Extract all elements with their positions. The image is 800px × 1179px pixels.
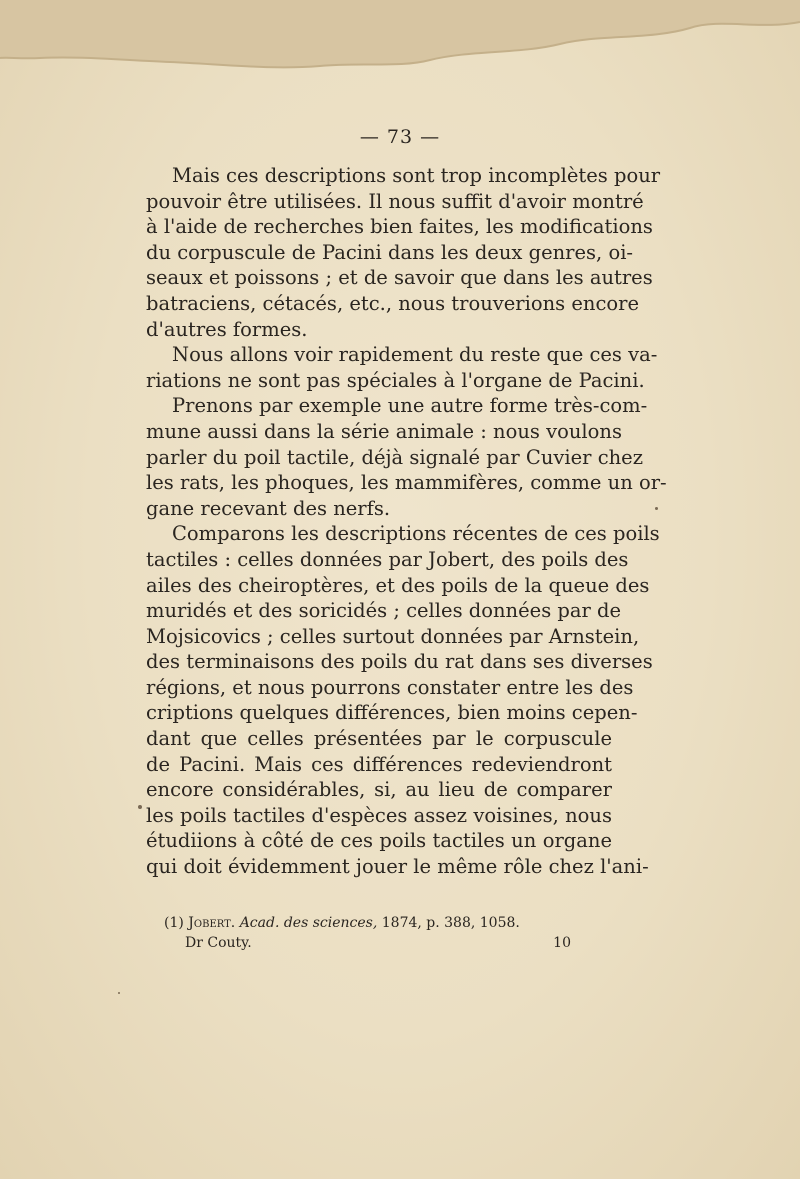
footnote-marker: (1) bbox=[164, 915, 184, 931]
text-line: Nous allons voir rapidement du reste que ces va- bbox=[172, 343, 658, 367]
footnote bbox=[164, 913, 520, 933]
text-line: dant que celles présentées par le corpuscule bbox=[146, 727, 612, 751]
text-line: batraciens, cétacés, etc., nous trouverions encore bbox=[146, 291, 639, 315]
footnote-details: 1874, p. 388, 1058. bbox=[381, 915, 520, 931]
text-line: à l'aide de recherches bien faites, les modifications bbox=[146, 215, 653, 239]
text-line: parler du poil tactile, déjà signalé par Cuvier chez bbox=[146, 445, 643, 469]
footnote-author: Jobert. bbox=[188, 915, 236, 931]
footnote-journal: Acad. des sciences, bbox=[239, 915, 378, 931]
text-line: les poils tactiles d'espèces assez voisines, nous bbox=[146, 803, 612, 827]
text-line: régions, et nous pourrons constater entre les des bbox=[146, 675, 634, 699]
text-line: criptions quelques différences, bien moins cepen- bbox=[146, 701, 638, 725]
text-line: Comparons les descriptions récentes de ces poils bbox=[172, 522, 660, 546]
text-line: ailes des cheiroptères, et des poils de la queue des bbox=[146, 573, 650, 597]
text-line: les rats, les phoques, les mammifères, comme un or- bbox=[146, 471, 667, 495]
text-line: muridés et des soricidés ; celles données par de bbox=[146, 599, 622, 623]
text-line: mune aussi dans la série animale : nous voulons bbox=[146, 419, 622, 443]
text-line: seaux et poissons ; et de savoir que dans les autres bbox=[146, 266, 653, 290]
text-line: Prenons par exemple une autre forme très-com- bbox=[172, 394, 648, 418]
page-number: — 73 — bbox=[359, 126, 441, 148]
text-line: encore considérables, si, au lieu de comparer bbox=[146, 778, 612, 802]
text-line: gane recevant des nerfs. bbox=[146, 496, 391, 520]
text-line: qui doit évidemment jouer le même rôle chez l'ani- bbox=[146, 855, 649, 879]
text-line: Mojsicovics ; celles surtout données par Arnstein, bbox=[146, 624, 640, 648]
signature-number: 10 bbox=[553, 935, 571, 951]
text-line: des terminaisons des poils du rat dans ses diverses bbox=[146, 650, 653, 674]
text-line: tactiles : celles données par Jobert, des poils des bbox=[146, 547, 629, 571]
text-line: Mais ces descriptions sont trop incomplètes pour bbox=[172, 164, 661, 187]
paper-speck bbox=[118, 992, 120, 994]
body-text bbox=[146, 163, 667, 880]
text-line: d'autres formes. bbox=[146, 317, 308, 341]
text-line: étudiions à côté de ces poils tactiles un organe bbox=[146, 829, 612, 853]
paper-speck bbox=[655, 507, 658, 510]
paper-speck bbox=[138, 805, 142, 809]
text-line: de Pacini. Mais ces différences redeviendront bbox=[146, 752, 612, 776]
text-line: du corpuscule de Pacini dans les deux genres, oi- bbox=[146, 240, 634, 264]
signature-row bbox=[185, 933, 571, 953]
signature-mark: Dr Couty. bbox=[185, 935, 252, 951]
text-line: riations ne sont pas spéciales à l'organe de Pacini. bbox=[146, 368, 645, 392]
text-line: pouvoir être utilisées. Il nous suffit d'avoir montré bbox=[146, 189, 644, 213]
torn-paper-edge bbox=[0, 0, 800, 80]
